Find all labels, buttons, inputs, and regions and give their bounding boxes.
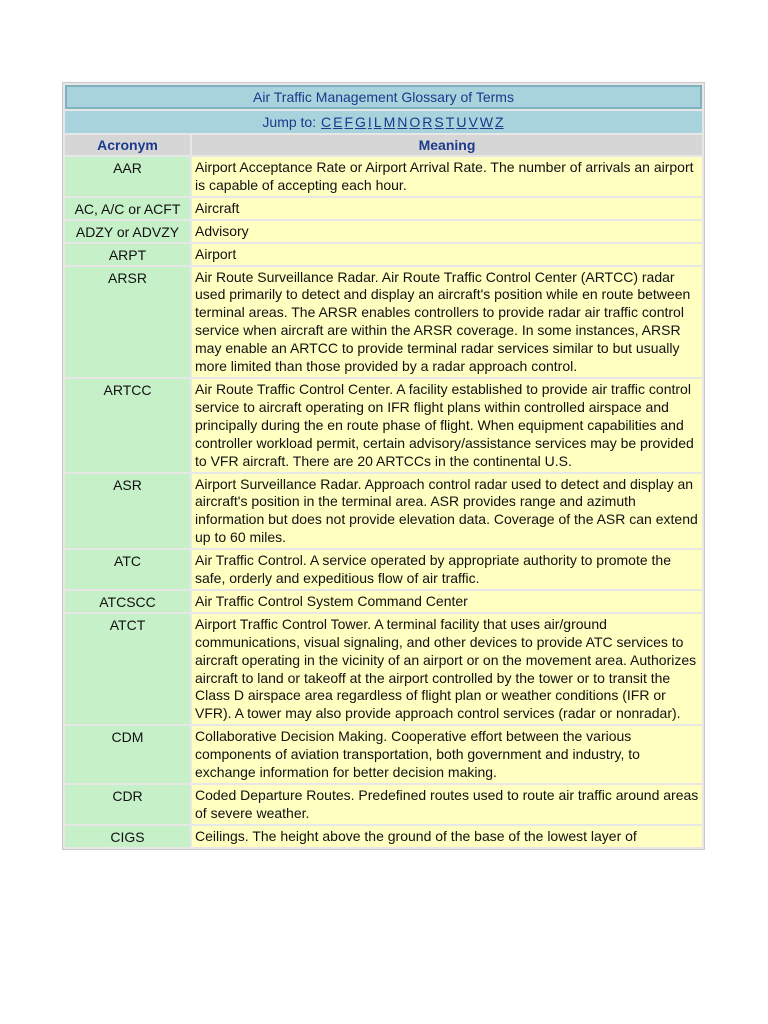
- header-row: [65, 135, 702, 155]
- jump-links: [320, 114, 505, 130]
- meaning-cell: Coded Departure Routes. Predefined routes used to route air traffic around areas of severe weather.: [192, 785, 702, 824]
- meaning-cell: Advisory: [192, 221, 702, 242]
- jump-link-z[interactable]: Z: [495, 114, 504, 130]
- jump-link-u[interactable]: U: [456, 114, 467, 130]
- acronym-cell: ARPT: [65, 244, 190, 265]
- jump-row: [65, 111, 702, 133]
- table-row: [65, 157, 702, 196]
- meaning-cell: Air Traffic Control System Command Center: [192, 591, 702, 612]
- table-row: [65, 726, 702, 783]
- meaning-cell: Ceilings. The height above the ground of the base of the lowest layer of: [192, 826, 702, 847]
- table-row: [65, 550, 702, 589]
- acronym-cell: ATC: [65, 550, 190, 589]
- acronym-cell: ADZY or ADVZY: [65, 221, 190, 242]
- acronym-cell: ATCT: [65, 614, 190, 724]
- jump-link-f[interactable]: F: [344, 114, 354, 130]
- meaning-cell: Airport Acceptance Rate or Airport Arrival Rate. The number of arrivals an airport is capable of accepting each hour.: [192, 157, 702, 196]
- jump-link-s[interactable]: S: [434, 114, 444, 130]
- title-row: [65, 85, 702, 109]
- jump-link-r[interactable]: R: [422, 114, 433, 130]
- jump-label: Jump to:: [262, 114, 317, 130]
- jump-link-n[interactable]: N: [397, 114, 408, 130]
- jump-link-t[interactable]: T: [445, 114, 455, 130]
- table-row: [65, 244, 702, 265]
- table-row: [65, 614, 702, 724]
- table-row: [65, 826, 702, 847]
- column-header-acronym: Acronym: [65, 135, 190, 155]
- jump-link-v[interactable]: V: [468, 114, 478, 130]
- jump-link-o[interactable]: O: [409, 114, 421, 130]
- page-title: Air Traffic Management Glossary of Terms: [65, 85, 702, 109]
- meaning-cell: Airport Traffic Control Tower. A terminal facility that uses air/ground communications, visual signaling, and other devices to provide ATC services to aircraft operating in the vicinity of an airport or on the movement area. Authorizes aircraft to land or takeoff at the airport controlled by the tower or to transit the Class D airspace area regardless of flight plan or weather conditions (IFR or VFR). A tower may also provide approach control services (radar or nonradar).: [192, 614, 702, 724]
- meaning-cell: Airport: [192, 244, 702, 265]
- meaning-cell: Air Route Traffic Control Center. A facility established to provide air traffic control service to aircraft operating on IFR flight plans within controlled airspace and principally during the en route phase of flight. When equipment capabilities and controller workload permit, certain advisory/assistance services may be provided to VFR aircraft. There are 20 ARTCCs in the continental U.S.: [192, 379, 702, 472]
- jump-nav: [65, 111, 702, 133]
- meaning-cell: Air Traffic Control. A service operated by appropriate authority to promote the safe, orderly and expeditious flow of air traffic.: [192, 550, 702, 589]
- jump-link-w[interactable]: W: [479, 114, 494, 130]
- table-row: [65, 221, 702, 242]
- acronym-cell: CDR: [65, 785, 190, 824]
- jump-link-c[interactable]: C: [321, 114, 332, 130]
- meaning-cell: Collaborative Decision Making. Cooperative effort between the various components of aviation transportation, both government and industry, to exchange information for better decision making.: [192, 726, 702, 783]
- table-row: [65, 267, 702, 377]
- meaning-cell: Airport Surveillance Radar. Approach control radar used to detect and display an aircraft's position in the terminal area. ASR provides range and azimuth information but does not provide elevation data. Coverage of the ASR can extend up to 60 miles.: [192, 474, 702, 549]
- table-row: [65, 198, 702, 219]
- meaning-cell: Air Route Surveillance Radar. Air Route Traffic Control Center (ARTCC) radar used primarily to detect and display an aircraft's position while en route between terminal areas. The ARSR enables controllers to provide radar air traffic control service when aircraft are within the ARSR coverage. In some instances, ARSR may enable an ARTCC to provide terminal radar services similar to but usually more limited than those provided by a radar approach control.: [192, 267, 702, 377]
- meaning-cell: Aircraft: [192, 198, 702, 219]
- acronym-cell: CIGS: [65, 826, 190, 847]
- column-header-meaning: Meaning: [192, 135, 702, 155]
- jump-link-m[interactable]: M: [383, 114, 396, 130]
- jump-link-g[interactable]: G: [355, 114, 366, 130]
- table-row: [65, 379, 702, 472]
- acronym-cell: ATCSCC: [65, 591, 190, 612]
- acronym-cell: AC, A/C or ACFT: [65, 198, 190, 219]
- table-row: [65, 474, 702, 549]
- acronym-cell: CDM: [65, 726, 190, 783]
- jump-link-l[interactable]: L: [373, 114, 382, 130]
- jump-link-e[interactable]: E: [333, 114, 343, 130]
- jump-link-i[interactable]: I: [367, 114, 372, 130]
- glossary-table: [62, 82, 705, 850]
- table-row: [65, 785, 702, 824]
- glossary-rows: [65, 157, 702, 847]
- acronym-cell: ASR: [65, 474, 190, 549]
- table-row: [65, 591, 702, 612]
- acronym-cell: ARSR: [65, 267, 190, 377]
- acronym-cell: ARTCC: [65, 379, 190, 472]
- acronym-cell: AAR: [65, 157, 190, 196]
